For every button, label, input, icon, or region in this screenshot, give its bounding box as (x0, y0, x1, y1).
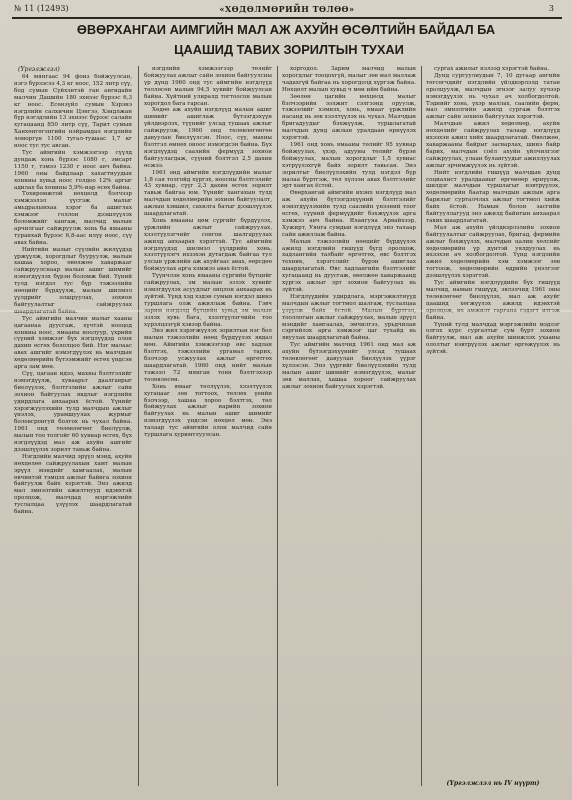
paragraph: 1961 онд хонь ямааны төлийг 95 хувиар бойжуулах, үхэр, адууны төлийг бүрэн бойжуулах, малын хорогдлыг 1,5 хувиас хэтрүүлэхгүй байх зорилт тавьсан. Энэ зорилтыг биелүүлэхийн тулд нэгдэл бүр малаа бүртгэж, төл хүлээн авах бэлтгэлийг эрт хангах ёстой. (282, 141, 416, 190)
article-headline-line1: ӨВӨРХАНГАИ АИМГИЙН МАЛ АЖ АХУЙН ӨСӨЛТИЙН БАЙДАЛ БА (76, 22, 496, 37)
text-column-4 (426, 66, 560, 776)
paragraph: сургах ажилыг нэлээд хэрэгтэй байна. (434, 66, 549, 72)
paragraph: хоргодол. Зарим малчид малын хорогдлыг тооцохгүй, малыг зөв мал маллаж чадахгүй байгаа нь хорогдолд хүргэж байна. Нөхцөлт малын хувьд ч мөн ийм байна. (282, 66, 416, 93)
paragraph: Сүү, цагаан идээ, махны бэлтгэлийг нэмэгдүүлж, хуваарьт даалгаврыг биелүүлэх, бэлтгэлийн ажлыг сайн зохион байгуулах явдлыг нэгдлийн удирдлага анхаарах ёстой. Үүнийг хэрэгжүүлэхийн тулд малчдын ажлыг үнэлэх, урамшуулах журмыг боловсронгуй болгох нь чухал байна. 1961 онд төлөвлөгөөг биелүүлж, малын тоо толгойг 60 хувиар өсгөх, бүх нэгдлүүдэд мал аж ахуйн ашгийг дээшлүүлэх зорилт тавьж байна. (14, 370, 132, 453)
paragraph: Нийт нэгдлийн гишүүд малчдын дунд социалист уралдааныг өргөнөөр өрнүүлж, шилдэг малчдын туршлагыг нэвтрүүлэх, хөдөлмөрийн баатар малчдын ажлын арга барилыг сурталчлах ажлыг тогтмол хийж байх ёстой. Намын болон засгийн байгууллагууд энэ ажилд байнгын анхаарал тавих шаардлагатай. (426, 169, 560, 224)
paragraph: Энэ жил хэрэгжүүлэх зорилтын нэг бол малын тэжээлийн нөөц бүрдүүлэх явдал мөн. Аймгийн хэмжээгээр өвс хадлан бэлтгэх, тэжээлийн ургамал тарих, бэлчээр усжуулах ажлыг өргөтгөх шаардлагатай. 1960 онд нийт малын тэжээл 72 мянган тонн бэлтгэхээр төлөвлөсөн. (144, 328, 272, 383)
column-divider (277, 66, 278, 786)
newspaper-name: «ХӨДӨЛМӨРИЙН ТӨЛӨӨ» (219, 4, 355, 14)
paragraph: Өвөрхангай аймгийн ихэнх нэгдлүүд мал аж ахуйн бүтээгдэхүүний бэлтгэлийг нэмэгдүүлэхийн тулд саалийн үнээний тоог өсгөх, сүүний фермүүдийг бэхжүүлэх арга хэмжээ авч байна. Ялангуяа Арвайхээр, Хужирт, Уянга сумдын нэгдлүүд энэ талаар сайн ажиллаж байна. (282, 190, 416, 238)
column-divider (421, 66, 422, 786)
paragraph: Нэгдлүүдийн удирдлага, мэргэжилтнүүд малчдын ажлыг тогтмол шалгаж, туслалцаа үзүүлж байх ёстой. Малын бүртгэл, тооллогын ажлыг сайжруулах, малын эрүүл мэндийг хамгаалах, эмчилгээ, урьдчилан сэргийлэх арга хэмжээг цаг тухайд нь явуулах шаардлагатай байна. (282, 293, 416, 342)
paragraph: 64 мянгаас 94 фоиз бойжуулсан, нэгэ бүрээсээ 4,3 кг ноос, 152 литр сүү, бод сүмын Сүйхэнтэй ган ангидайн малчин Дашийн 180 эхнээс бүрээс 6,3 кг ноос. Есөнзүйл сумын Хэрэнэ нэгдлийн салхичин Цэнгээ, Хэндлжан бүр нэгэдлийн 13 эхнээс бүрээс салайн хугацаанд 850 литр сүү, Тарит сумын Ханхөнгөгэнгийн нэйрамдал нэгдлийн ломоргүн 1100 тугал-тушаас 1,7 кг ноос тус тус авсан. (14, 74, 132, 150)
text-column-3 (282, 66, 416, 788)
header-rule (12, 17, 562, 19)
text-column-2 (144, 66, 272, 788)
paragraph: Тус аймгийн нэгдлүүдийн бүх гишүүд малчид, намын гишүүд, эвлэлчид 1961 оны төлөвлөгөөг биелүүлэх, мал аж ахуйг цаашид хөгжүүлэх ажилд идэвхтэй оролцож, их амжилт гаргана гэдэгт итгэж байна. (426, 280, 560, 321)
paragraph: Түүнчлэн хонь ямааны сүргийн бүтцийг сайжруулах, эм малын эзлэх хувийг нэмэгдүүлэх асуудлыг онцлон анхаарах нь зүйтэй. Үүнд хэд хэдэн сумын нэгдэл шинэ туршлага олж ажиллаж байна. Гэвч зарим нэгдэлд бүтцийн хувьд эм малын эзлэх хувь бага, хээлтүүлэгчийн тоо хүрэлцээгүй хэвээр байна. (144, 273, 272, 328)
paragraph: Үүний тулд малчдад мэргэжлийн мэдлэг олгох курс сургалтыг сум бүрт зохион байгуулж, мал аж ахуйн шинжлэх ухааны ололтыг нэвтрүүлэх ажлыг өргөжүүлэх нь зүйтэй. (426, 321, 560, 356)
paragraph: Малчдын ажил хөдөлмөр, ахуйн нөхцөлийг сайжруулах талаар нэгдлүүд ихээхэн ажил хийх шаардлагатай. Өвөлжөө, хаваржааны байрыг засварлах, шинэ байр барих, малчдын соёл ахуйн үйлчилгээг сайжруулах, улаан булангуудыг ажиллуулах ажлыг эрчимжүүлэх нь зүйтэй. (426, 121, 560, 169)
paragraph: Малын тэжээлийн нөөцийг бүрдүүлэх ажилд нэгдлийн гишүүд бүгд оролцож, хадлангийн талбайг өргөтгөх, өвс бэлтгэх техник, хэрэгслийг бүрэн ашиглах шаардлагатай. Өвс хадлангийн бэлтгэлийг хугацаанд нь дуусгаж, өвөлжөө хаваржаанд хүргэх ажлыг эрт зохион байгуулах нь зүйтэй. (282, 238, 416, 293)
paragraph: Тус аймгийн хэмжээгээр сүүлд дундаж хонь бүрээс 1080 г, эмсарт 1150 г, тэмээ 1230 г ноос авч байна. 1960 оны байдлаар хахагтнуудын хонины хувьд ноос голдоо 12% аргыг адилах ба хонины 5,9%-иар өсөх байна. (14, 149, 132, 191)
paragraph: нэгдлийн хэмжээгээр төлийг бойжуулах ажлыг сайн зохион байгуулсны үр дүнд 1960 онд тус аймгийн нэгдлүүд төллөсөн малын 94,5 хувийг бойжуулсан байна. Хүйтний улиралд тогтоосон малын хорогдол бага гарсан. (144, 66, 272, 107)
page-number: 3 (548, 4, 554, 13)
column-divider (138, 66, 139, 786)
paragraph: 1961 онд аймгийн нэгдлүүдийн малыг 1,8 сая толгойд хүргэх, ноосны бэлтгэлийг 43 хувиар, сүүг 2,3 дахин өсгөх зорилт тавьж байгаа юм. Үүнийг хангахын тулд малчдын хөдөлмөрийн зохион байгуулалт, ажлын хэвшил, сахилга батыг дээшлүүлэх шаардлагатай. (144, 169, 272, 218)
issue-number: № 11 (12493) (14, 4, 69, 13)
paper-fold (0, 310, 572, 312)
paragraph: Хонь ямааг төллүүлэх, хээлтүүлэх хугацааг зөв тогтоох, төллөх үеийн бэлчээр, хашаа хороо бэлтгэх, төл бойжуулах ажлыг нарийн зохион байгуулах нь малын ашиг шимийг нэмэгдүүлэх үндсэн нөхцөл мөн. Энэ талаар тус аймгийн олон малчид сайн туршлага хуримтлуулсан. (144, 383, 272, 439)
paragraph: Зөөлөн цагийн нөхцөлд малыг бэлчээрийн ээлжит сэлгээнд оруулж, тэжээлийг хэмнэх, хонь, ямааг үржлийн насанд нь зөв хээлтүүлэх нь чухал. Малчдын бригадуудыг бэхжүүлж, туршлагатай малчдын дунд ажлын уралдаан өрнүүлэх хэрэгтэй. (282, 93, 416, 142)
paragraph: Хонь ямааны цөм сүргийг бүрдүүлэх, үржлийн ажлыг сайжруулах, хээлтүүлэгчийг сонгон шалгаруулах ажилд анхаарах хэрэгтэй. Тус аймгийн нэгдлүүдэд шилмэл үүлдрийн хонь, хээлтүүлэгч ихээхэн дутагдаж байгаа тул улсын үржлийн аж ахуйгаас авах, өөрсдөө бойжуулах арга хэмжээ авах ёстой. (144, 217, 272, 273)
paragraph: Мал аж ахуйн үйлдвэрлэлийн зохион байгуулалтыг сайжруулах, бригад, фермийн ажлыг бэхжүүлэх, малчдын цалин хөлсийг хөдөлмөрийн үр дүнтэй уялдуулах нь ихээхэн ач холбогдолтой. Үүнд нэгдлийн ажил хөдөлмөрийн хэм хэмжээг зөв тогтоож, хөдөлмөрийн өдрийн үнэлгээг дээшлүүлэх хэрэгтэй. (426, 224, 560, 280)
continuation-note: (Үргэлжлэл) (18, 66, 60, 73)
paragraph: Дунд сургуулиудын 7, 10 дугаар ангийн төгсөгчдийг нэгдлийн үйлдвэрлэлд татан оролцуулж, малчдын эгнээг залуу хүчээр нэмэгдүүлэх нь чухал ач холбогдолтой. Тэднийг хонь, үхэр маллах, саалийн ферм, мал эмнэлгийн ажилд сургаж бэлтгэх ажлыг сайн зохион байгуулах хэрэгтэй. (426, 72, 560, 121)
paragraph: Нийтийн малыг сүүлийн жилүүдэд үржүүлж, хорогдлыг бууруулж, малын хашаа хороо, өвөлжөө хаваржааг сайжруулснаар малын ашиг шимийг нэмэгдүүлэх бүрэн боломж бий. Үүний тулд нэгдэл тус бүр тэжээлийн нөөцийг бүрдүүлж, малын шилмэл үүлдрийг олшруулах, зохион байгуулалтыг сайжруулах шаардлагатай байна. (14, 246, 132, 315)
article-headline-line2: ЦААШИД ТАВИХ ЗОРИЛТЫН ТУХАИ (174, 42, 404, 57)
paragraph: Нэгдлийн малчид эрүүл мэнд, ахуйн нөхцөлөө сайжруулахын хамт малын эрүүл мэндийг хамгаалах, малын өвчинтэй тэмцэх ажлыг байнга зохион байгуулж байх хэрэгтэй. Энэ ажилд мал эмнэлгийн ажилтнууд идэвхтэй оролцож, малчдад мэргэжлийн туслалцаа үзүүлэх шаардлагатай байна. (14, 453, 132, 516)
paragraph: Хөдөө аж ахуйн нэгдлүүд малын ашиг шимийг ашиглаж бүтээгдэхүүн үйлдвэрлэх, түүнийг улсад тушаах ажлыг сайжруулж, 1960 онд төлөвлөгөөгөө давуулан биелүүлсэн. Ноос, сүү, махны бэлтгэл өмнөх оноос нэмэгдсэн байна. Бүх нэгдлүүдэд саалийн фермүүд зохион байгуулагдаж, сүүний бэлтгэл 2,5 дахин өсжээ. (144, 107, 272, 169)
continued-on-note: (Үргэлжлэл нь IV нүүрт) (446, 780, 540, 787)
paragraph: Тус аймгийн малчин малыг хааны цагаанаа дуусгаж, хүчтэй нооцод хонины ноос, ямааны ноолуур, үхрийн сүүний хэмжээг бүх нэгдлүүдэд олон дахин өсгөх бололцоо бий. Нэг малаас авах ашгийг нэмэгдүүлэх нь малчдын хөдөлмөрийн бүтээмжийг өсгөх үндсэн арга зам мөн. (14, 315, 132, 371)
paragraph: Тус аймгийн малчид 1961 онд мал аж ахуйн бүтээгдэхүүнийг улсад тушаах төлөвлөгөөг давуулан биелүүлэх үүрэг хүлээсэн. Энэ үүргийг биелүүлэхийн тулд малын ашиг шимийг нэмэгдүүлэх, малыг зөв маллах, хашаа хороог сайжруулах ажлыг зохион байгуулах хэрэгтэй. (282, 342, 416, 390)
paragraph: Тохиромжтой нөхцөлд бэлчээр хэмжээлэл үүсгэж малыг амьдралынхаа хэрэг ба ашиглах хэмжээг голлон дээшлүүлэх боломжийг хангаж, малчид малын арчилгааг сайжруулж хонь ба ямааны туранхай бүрээс 6,8-аас илүү ноос, сүү авах байна. (14, 191, 132, 246)
text-column-1 (14, 74, 132, 786)
page-header (14, 2, 560, 16)
